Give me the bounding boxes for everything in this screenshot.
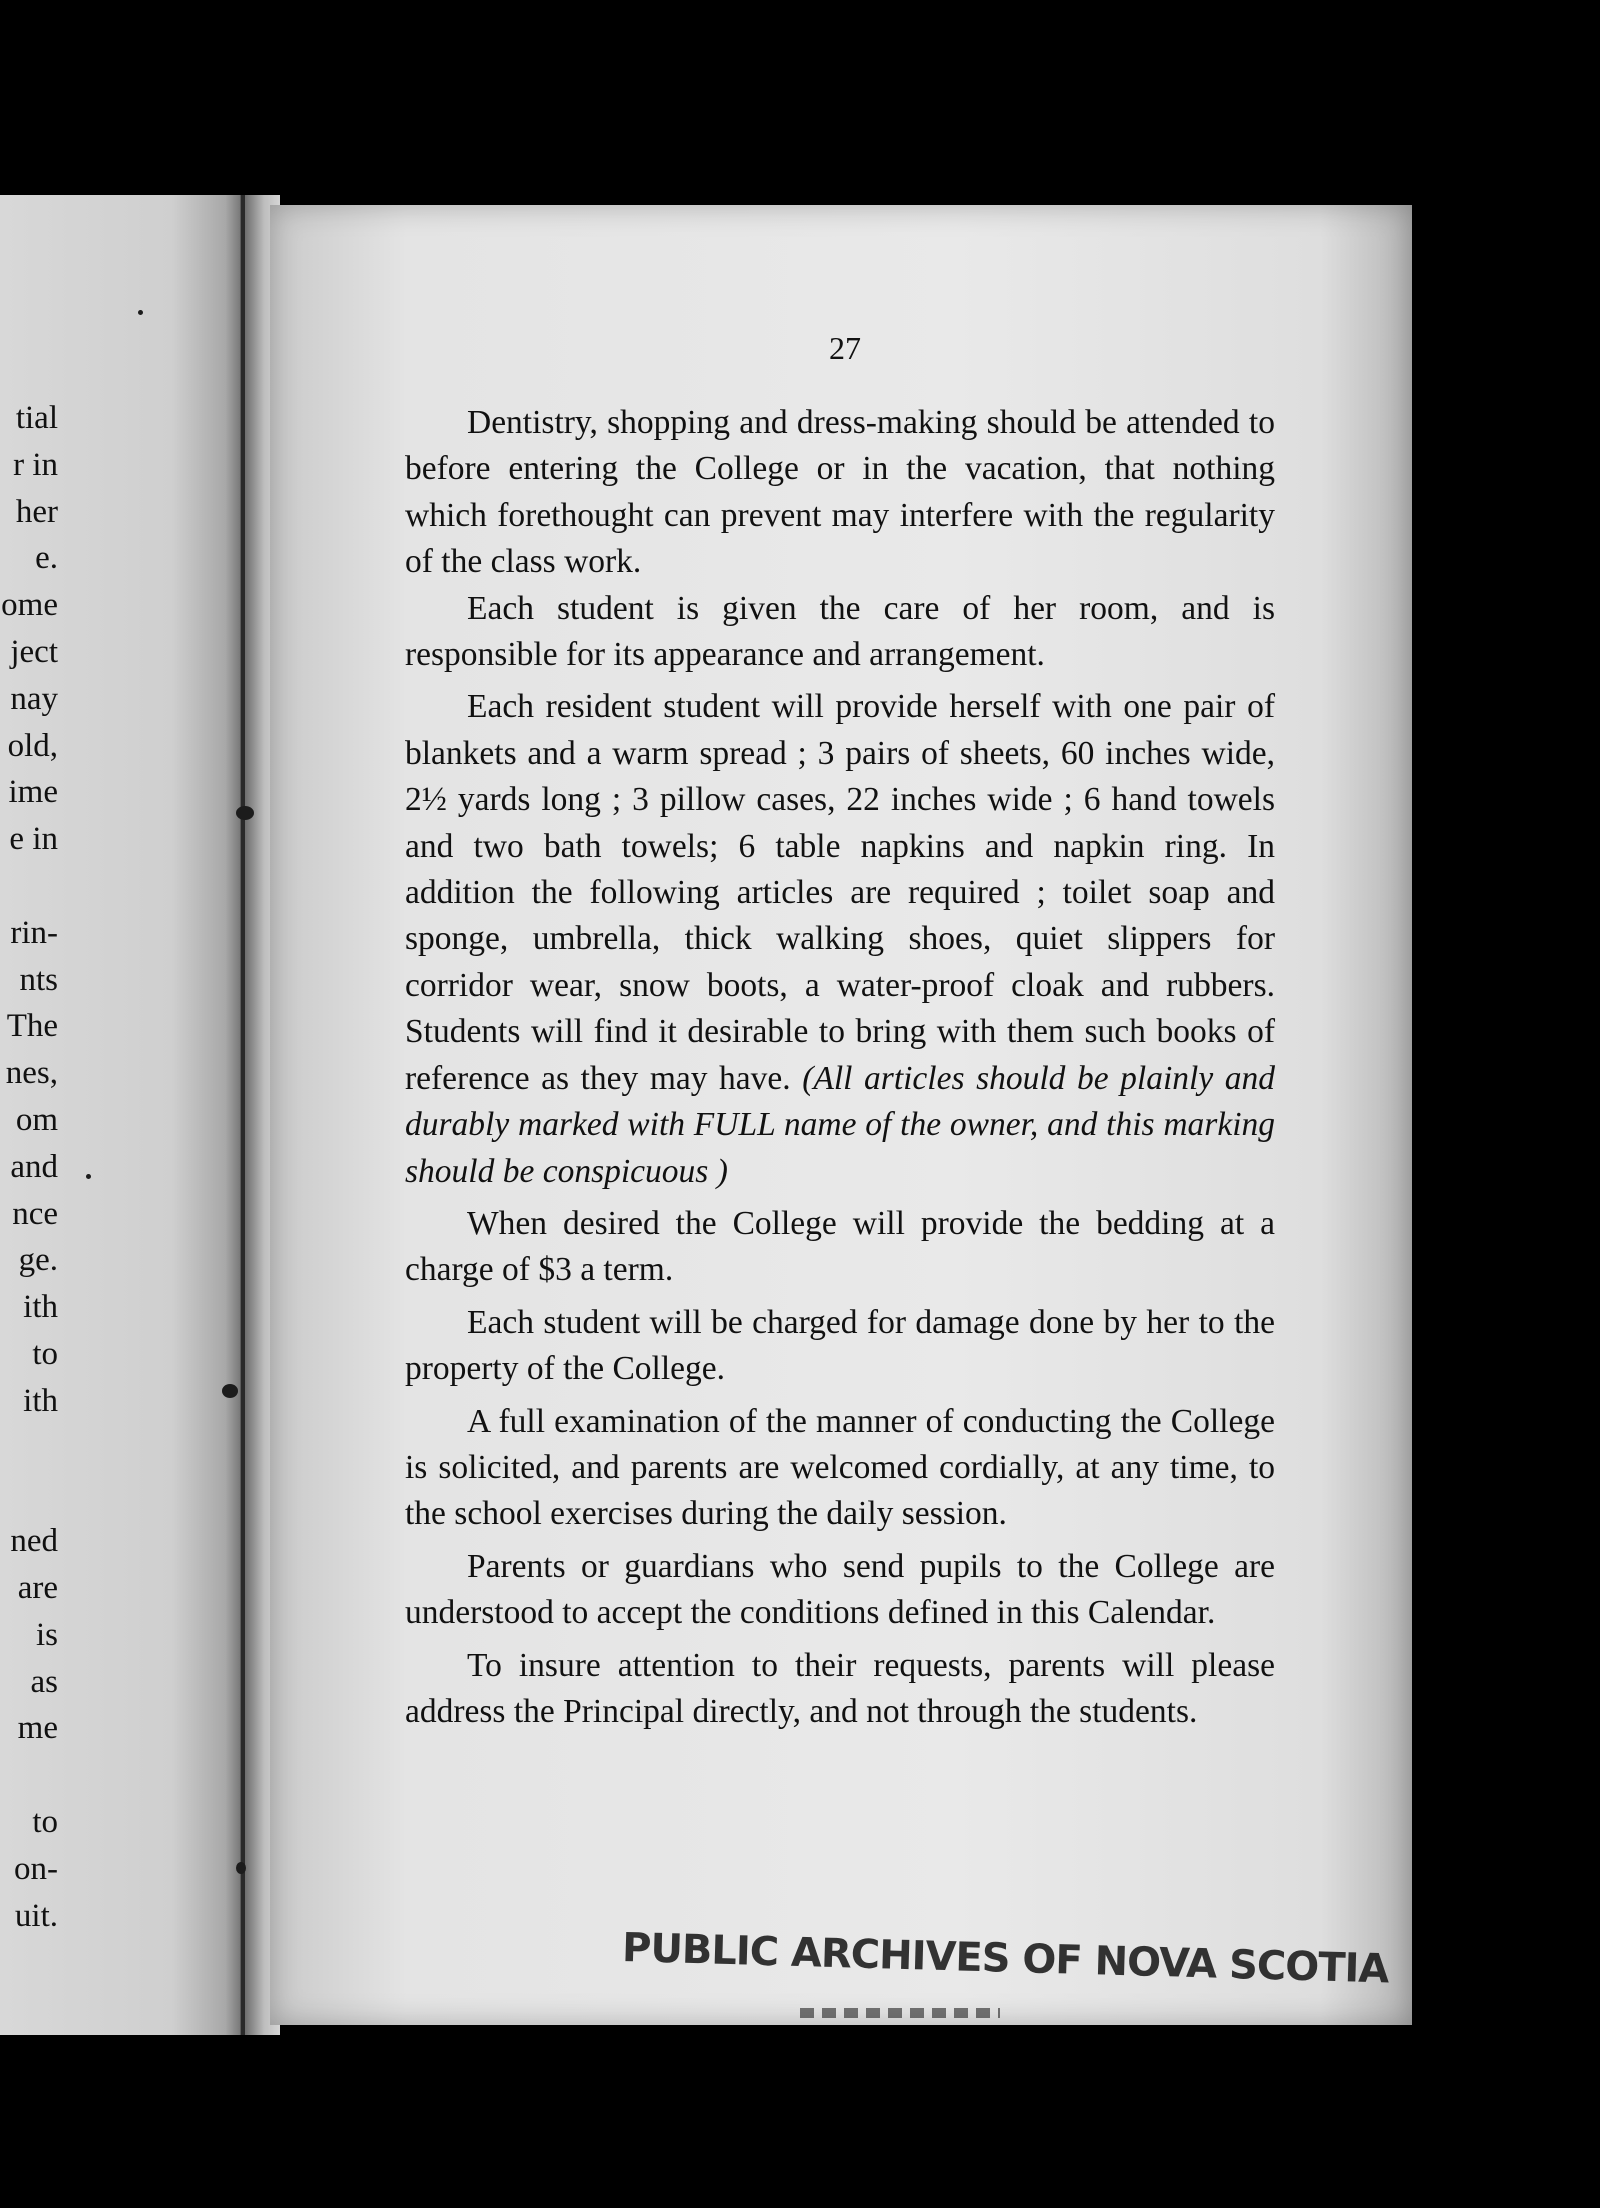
paragraph-requests: To insure attention to their requests, parents will please address the Principal directly, and not through the students. <box>405 1646 1275 1730</box>
left-fragment-line: e in <box>9 821 58 858</box>
left-fragment-line: me <box>17 1710 58 1747</box>
paragraph-room-care: Each student is given the care of her room, and is responsible for its appearance and arrangement. <box>405 589 1275 674</box>
left-fragment-line: r in <box>13 446 58 483</box>
left-fragment-line: to <box>32 1335 58 1372</box>
left-page-text-fragments <box>0 395 58 1939</box>
left-fragment-line: as <box>30 1663 58 1700</box>
left-fragment-line: to <box>32 1803 58 1840</box>
left-fragment-line <box>0 1471 58 1518</box>
left-fragment-line <box>0 1425 58 1472</box>
left-fragment-line: nes, <box>5 1055 58 1092</box>
gutter-line <box>241 195 245 2035</box>
archive-stamp: PUBLIC ARCHIVES OF NOVA SCOTIA <box>621 1925 1389 1993</box>
left-fragment-line: and <box>10 1148 58 1185</box>
paragraph-dentistry: Dentistry, shopping and dress-making should be attended to before entering the College or in the vacation, that nothing which forethought can prevent may interfere with the regularity of the class work. <box>405 404 1275 581</box>
left-fragment-line: ime <box>8 774 58 811</box>
marking-note: (All articles should be plainly and durably marked with FULL name of the owner, and this marking should be conspicuous ) <box>405 1059 1275 1190</box>
supplies-text: Each resident student will provide herself with one pair of blankets and a warm spread ; 3 pairs of sheets, 60 inches wide, 2½ yards long ; 3 pillow cases, 22 inches wide ; 6 hand towels and two bath towels; 6 table napkins and napkin ring. In addition the following articles are required ; toilet soap and sponge, umbrella, thick walking shoes, quiet slippers for corridor wear, snow boots, a water-proof cloak and rubbers. Students will find it desirable to bring with them such books of reference as they may have. <box>405 688 1275 1097</box>
left-fragment-line: ned <box>10 1523 58 1560</box>
left-fragment-line <box>0 863 58 910</box>
left-fragment-line: nts <box>19 961 58 998</box>
body-text <box>405 400 1275 1735</box>
stamp-partial-line <box>800 2008 1000 2018</box>
left-fragment-line: The <box>6 1008 58 1045</box>
left-fragment-line: e. <box>35 540 58 577</box>
left-fragment-line: nce <box>12 1195 58 1232</box>
left-fragment-line: ith <box>23 1289 58 1326</box>
left-fragment-line: on- <box>14 1850 58 1887</box>
paragraph-supplies <box>405 684 1275 1194</box>
left-fragment-line: uit. <box>14 1897 58 1934</box>
paragraph-examination: A full examination of the manner of conducting the College is solicited, and parents are welcomed cordially, at any time, to the school exercises during the daily session. <box>405 1402 1275 1533</box>
left-fragment-line: ject <box>10 633 58 670</box>
left-fragment-line: ith <box>23 1382 58 1419</box>
paragraph-damage: Each student will be charged for damage done by her to the property of the College. <box>405 1303 1275 1388</box>
left-fragment-line: rin- <box>10 914 58 951</box>
left-fragment-line: ge. <box>18 1242 58 1279</box>
page-number: 27 <box>829 330 861 366</box>
paragraph-bedding: When desired the College will provide the bedding at a charge of $3 a term. <box>405 1204 1275 1289</box>
left-fragment-line: is <box>35 1616 58 1653</box>
left-fragment-line: ome <box>1 587 58 624</box>
left-fragment-line: old, <box>7 727 58 764</box>
left-fragment-line: are <box>17 1569 58 1606</box>
paragraph-conditions: Parents or guardians who send pupils to the College are understood to accept the conditions defined in this Calendar. <box>405 1547 1275 1632</box>
left-fragment-line: her <box>15 493 58 530</box>
left-fragment-line: nay <box>10 680 58 717</box>
left-fragment-line: om <box>15 1101 58 1138</box>
left-fragment-line: tial <box>15 400 58 436</box>
left-fragment-line <box>0 1752 58 1799</box>
